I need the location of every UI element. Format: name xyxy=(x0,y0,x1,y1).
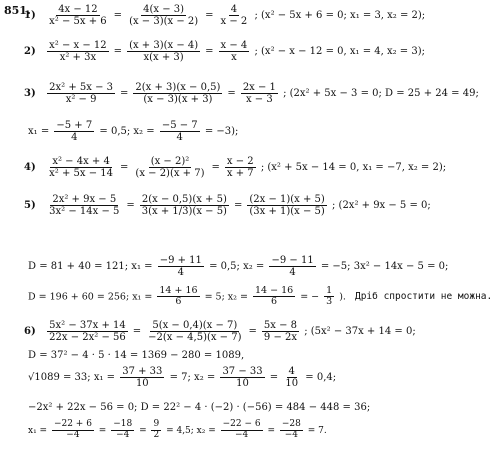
fraction xyxy=(47,194,121,217)
denominator: 10 xyxy=(236,378,249,389)
math-text: = −5; 3x² − 14x − 5 = 0; xyxy=(317,261,449,272)
denominator: x² + 5x − 14 xyxy=(49,168,114,179)
equation-line xyxy=(28,366,336,389)
numerator: 2x − 1 xyxy=(242,82,276,93)
numerator: 2x² + 5x − 3 xyxy=(49,82,114,93)
denominator: x² − 9 xyxy=(65,94,97,105)
math-text: = 4,5; x₂ = xyxy=(163,425,219,436)
math-text: = 5; x₂ = xyxy=(201,291,251,303)
equation-line xyxy=(24,320,416,343)
fraction xyxy=(47,320,128,343)
numerator: −9 − 11 xyxy=(271,255,314,266)
item-label: 2) xyxy=(24,46,40,57)
math-text: ; (x² − x − 12 = 0, x₁ = 4, x₂ = 3); xyxy=(251,46,425,57)
fraction xyxy=(160,120,200,143)
numerator: 4 xyxy=(288,366,295,377)
numerator: 9 xyxy=(153,419,160,429)
equation-line xyxy=(24,40,425,63)
equation-line xyxy=(24,82,479,105)
equals-sign: = xyxy=(248,326,257,337)
denominator: 6 xyxy=(175,296,182,308)
denominator: 4 xyxy=(177,267,184,278)
equation-line xyxy=(24,194,431,217)
equation-line xyxy=(28,255,448,278)
math-text: D = 196 + 60 = 256; x₁ = xyxy=(28,291,156,303)
denominator: −4 xyxy=(234,429,249,440)
denominator: −4 xyxy=(116,429,130,440)
equals-sign: = xyxy=(120,88,129,99)
fraction xyxy=(324,286,334,308)
fraction xyxy=(280,420,303,441)
denominator: 4 xyxy=(289,267,296,278)
numerator: 14 + 16 xyxy=(159,285,198,296)
problem-number: 851. xyxy=(4,4,31,17)
fraction xyxy=(219,40,250,63)
fraction xyxy=(47,4,109,27)
numerator: 4x − 12 xyxy=(58,4,98,15)
equals-sign: = xyxy=(227,88,236,99)
math-text: D = 81 + 40 = 121; x₁ = xyxy=(28,261,156,272)
denominator: 6 xyxy=(271,296,278,308)
math-text: x₁ = xyxy=(28,425,50,436)
equation-line xyxy=(28,402,370,413)
denominator: 2 xyxy=(153,429,160,440)
equation-line xyxy=(24,4,425,27)
math-text: x₁ = xyxy=(28,126,53,137)
remark-text: Дріб спростити не можна. xyxy=(354,291,493,303)
numerator: (2x − 1)(x + 5) xyxy=(249,194,325,205)
fraction xyxy=(158,255,204,278)
equation-line xyxy=(28,286,492,308)
fraction xyxy=(47,156,115,179)
denominator: x² + 3x xyxy=(59,52,97,63)
math-text: = 0,5; x₂ = xyxy=(205,261,268,272)
equation-line xyxy=(24,156,446,179)
fraction xyxy=(269,255,315,278)
fraction xyxy=(133,82,222,105)
math-text: = xyxy=(266,372,282,383)
denominator: (x − 3)(x + 3) xyxy=(143,94,213,105)
numerator: x − 4 xyxy=(220,40,248,51)
denominator: x(x + 3) xyxy=(143,52,184,63)
math-text: ; (2x² + 9x − 5 = 0; xyxy=(328,200,431,211)
fraction xyxy=(220,366,264,389)
fraction xyxy=(241,82,278,105)
math-text: −2x² + 22x − 56 = 0; D = 22² − 4 · (−2) · (−56) = 484 − 448 = 36; xyxy=(28,402,371,413)
math-text: ; (5x² − 37x + 14 = 0; xyxy=(301,326,416,337)
item-label: 6) xyxy=(24,326,40,337)
denominator: 10 xyxy=(285,378,299,389)
numerator: −18 xyxy=(113,419,133,429)
math-text: = 7; x₂ = xyxy=(166,372,219,383)
numerator: (x − 2)² xyxy=(150,156,190,167)
numerator: 1 xyxy=(326,285,333,296)
math-text: ; (x² − 5x + 6 = 0; x₁ = 3, x₂ = 2); xyxy=(251,10,426,21)
fraction xyxy=(120,366,164,389)
equals-sign: = xyxy=(205,10,214,21)
fraction xyxy=(262,320,299,343)
fraction xyxy=(111,420,134,441)
equation-line xyxy=(28,350,244,361)
numerator: x² − x − 12 xyxy=(49,40,107,51)
fraction xyxy=(127,40,200,63)
equation-line xyxy=(28,420,327,441)
fraction xyxy=(151,420,161,441)
math-text: = 0,5; x₂ = xyxy=(96,126,158,137)
math-text: = xyxy=(136,425,150,436)
math-text: = 7. xyxy=(304,425,327,436)
item-label: 3) xyxy=(24,88,40,99)
numerator: −9 + 11 xyxy=(159,255,202,266)
denominator: 3x² − 14x − 5 xyxy=(49,206,120,217)
math-text: = −3); xyxy=(201,126,239,137)
denominator: (x − 2)(x + 7) xyxy=(135,168,205,179)
fraction xyxy=(47,40,109,63)
item-label: 4) xyxy=(24,162,40,173)
equals-sign: = xyxy=(211,162,220,173)
equals-sign: = xyxy=(126,200,135,211)
equation-line xyxy=(28,120,238,143)
math-text: ; (2x² + 5x − 3 = 0; D = 25 + 24 = 49; xyxy=(279,88,479,99)
math-text: √1089 = 33; x₁ = xyxy=(28,372,119,383)
fraction xyxy=(133,156,206,179)
denominator: 3 xyxy=(326,296,333,308)
fraction xyxy=(157,286,199,308)
numerator: 5x − 8 xyxy=(263,320,298,331)
numerator: 4(x − 3) xyxy=(143,4,185,15)
math-text: = xyxy=(264,425,278,436)
fraction xyxy=(219,4,250,27)
math-text: ; (x² + 5x − 14 = 0, x₁ = −7, x₂ = 2); xyxy=(257,162,447,173)
numerator: −28 xyxy=(281,419,301,429)
numerator: x² − 4x + 4 xyxy=(52,156,110,167)
fraction xyxy=(140,194,229,217)
fraction xyxy=(54,120,94,143)
denominator: 9 − 2x xyxy=(263,332,298,343)
fraction xyxy=(253,286,295,308)
numerator: (x + 3)(x − 4) xyxy=(129,40,199,51)
numerator: 37 − 33 xyxy=(222,366,263,377)
equals-sign: = xyxy=(132,326,142,337)
fraction xyxy=(283,366,300,389)
numerator: −22 + 6 xyxy=(53,419,92,429)
math-text: = xyxy=(95,425,110,436)
numerator: 5x² − 37x + 14 xyxy=(49,320,126,331)
fraction xyxy=(47,82,115,105)
numerator: 4 xyxy=(230,4,238,15)
fraction xyxy=(127,4,200,27)
numerator: 14 − 16 xyxy=(254,285,294,296)
denominator: (x − 3)(x − 2) xyxy=(129,16,199,27)
item-label: 1) xyxy=(24,10,40,21)
numerator: x − 2 xyxy=(226,156,254,167)
denominator: x xyxy=(231,52,237,63)
equals-sign: = xyxy=(113,10,123,21)
numerator: 2x² + 9x − 5 xyxy=(52,194,117,205)
denominator: 4 xyxy=(71,132,78,143)
denominator: x + 7 xyxy=(226,168,254,179)
numerator: −5 − 7 xyxy=(161,120,198,131)
denominator: −4 xyxy=(284,429,299,440)
denominator: −2(x − 4,5)(x − 7) xyxy=(148,332,242,343)
fraction xyxy=(146,320,243,343)
numerator: 5(x − 0,4)(x − 7) xyxy=(152,320,238,331)
math-text: = 0,4; xyxy=(302,372,337,383)
denominator: 10 xyxy=(135,378,149,389)
denominator: x − 3 xyxy=(245,94,273,105)
math-text: = − xyxy=(297,291,323,303)
numerator: 2(x + 3)(x − 0,5) xyxy=(135,82,221,93)
denominator: 3(x + 1/3)(x − 5) xyxy=(141,206,227,217)
numerator: 37 + 33 xyxy=(122,366,163,377)
denominator: x² − 5x + 6 xyxy=(49,16,107,27)
fraction xyxy=(221,420,263,441)
denominator: −4 xyxy=(66,429,80,440)
math-text: ). xyxy=(336,291,349,303)
numerator: 2(x − 0,5)(x + 5) xyxy=(141,194,227,205)
equals-sign: = xyxy=(113,46,123,57)
denominator: x − 2 xyxy=(220,16,248,27)
fraction xyxy=(52,420,94,441)
equals-sign: = xyxy=(120,162,129,173)
denominator: (3x + 1)(x − 5) xyxy=(249,206,325,217)
equals-sign: = xyxy=(233,200,243,211)
fraction xyxy=(225,156,256,179)
numerator: −5 + 7 xyxy=(56,120,93,131)
item-label: 5) xyxy=(24,200,40,211)
math-text: D = 37² − 4 · 5 · 14 = 1369 − 280 = 1089, xyxy=(28,350,245,361)
numerator: −22 − 6 xyxy=(222,419,261,429)
denominator: 4 xyxy=(176,132,183,143)
denominator: 22x − 2x² − 56 xyxy=(49,332,126,343)
fraction xyxy=(247,194,326,217)
equals-sign: = xyxy=(205,46,214,57)
